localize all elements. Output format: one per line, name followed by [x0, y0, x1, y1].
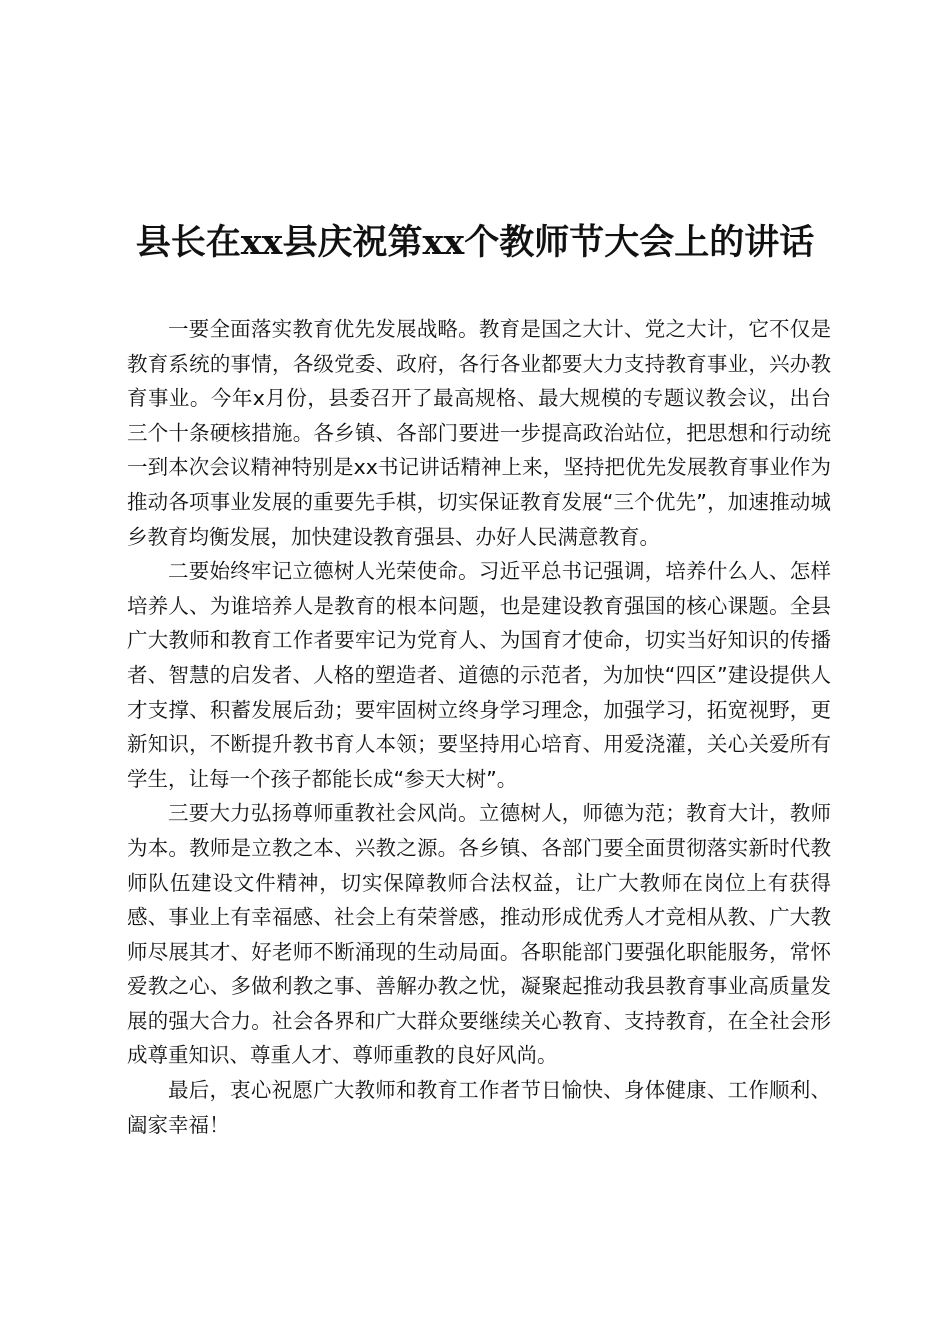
paragraph-2: 二要始终牢记立德树人光荣使命。习近平总书记强调，培养什么人、怎样培养人、为谁培养人是教育的根本问题，也是建设教育强国的核心课题。全县广大教师和教育工作者要牢记为党育人、为国育才使命，切实当好知识的传播者、智慧的启发者、人格的塑造者、道德的示范者，为加快“四区”建设提供人才支撑、积蓄发展后劲；要牢固树立终身学习理念，加强学习，拓宽视野，更新知识，不断提升教书育人本领；要坚持用心培育、用爱浇灌，关心关爱所有学生，让每一个孩子都能长成“参天大树”。: [127, 559, 831, 791]
paragraph-1: 一要全面落实教育优先发展战略。教育是国之大计、党之大计，它不仅是教育系统的事情，各级党委、政府，各行各业都要大力支持教育事业，兴办教育事业。今年x月份，县委召开了最高规格、最大规模的专题议教会议，出台三个十条硬核措施。各乡镇、各部门要进一步提高政治站位，把思想和行动统一到本次会议精神特别是xx书记讲话精神上来，坚持把优先发展教育事业作为推动各项事业发展的重要先手棋，切实保证教育发展“三个优先”，加速推动城乡教育均衡发展，加快建设教育强县、办好人民满意教育。: [127, 317, 831, 549]
paragraph-3: 三要大力弘扬尊师重教社会风尚。立德树人，师德为范；教育大计，教师为本。教师是立教之本、兴教之源。各乡镇、各部门要全面贯彻落实新时代教师队伍建设文件精神，切实保障教师合法权益，让广大教师在岗位上有获得感、事业上有幸福感、社会上有荣誉感，推动形成优秀人才竞相从教、广大教师尽展其才、好老师不断涌现的生动局面。各职能部门要强化职能服务，常怀爱教之心、多做利教之事、善解办教之忧，凝聚起推动我县教育事业高质量发展的强大合力。社会各界和广大群众要继续关心教育、支持教育，在全社会形成尊重知识、尊重人才、尊师重教的良好风尚。: [127, 801, 831, 1068]
document-body: [127, 312, 831, 1142]
paragraph-4: 最后，衷心祝愿广大教师和教育工作者节日愉快、身体健康、工作顺利、阖家幸福！: [127, 1078, 831, 1137]
document-title: 县长在xx县庆祝第xx个教师节大会上的讲话: [135, 222, 815, 263]
